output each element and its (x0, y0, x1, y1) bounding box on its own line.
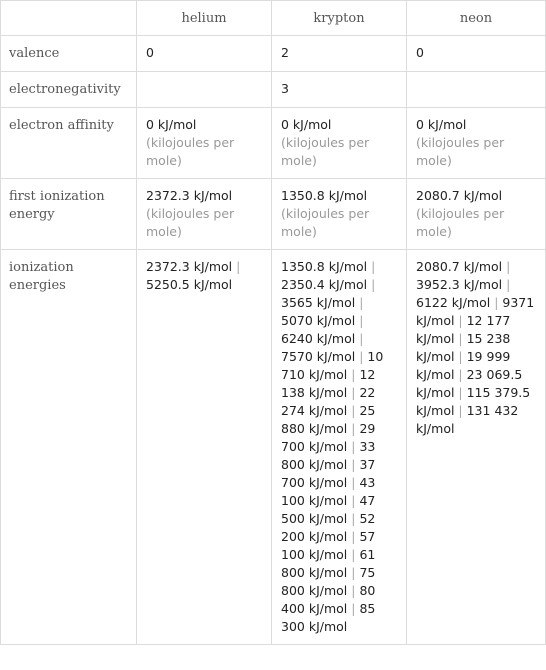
separator: | (367, 259, 376, 274)
ionization-energy-value: 3565 kJ/mol (281, 295, 356, 310)
table-row-electron-affinity (1, 108, 546, 179)
separator: | (454, 349, 467, 364)
value-text: 2080.7 kJ/mol (416, 188, 503, 203)
ionization-energy-value: 10 710 kJ/mol (281, 349, 384, 382)
value-text: 2372.3 kJ/mol (146, 188, 233, 203)
separator: | (502, 277, 511, 292)
value-text: 1350.8 kJ/mol (281, 188, 368, 203)
table-row-electronegativity (1, 72, 546, 108)
cell-neon-electronegativity (407, 72, 546, 108)
ionization-energy-value: 2080.7 kJ/mol (416, 259, 503, 274)
separator: | (232, 259, 241, 274)
table-row-first-ionization-energy (1, 179, 546, 250)
separator: | (347, 457, 360, 472)
separator: | (367, 277, 376, 292)
separator: | (347, 439, 360, 454)
cell-helium-valence: 0 (137, 36, 272, 72)
ionization-energy-value: 85 300 kJ/mol (281, 601, 376, 634)
ionization-energy-value: 43 100 kJ/mol (281, 475, 376, 508)
cell-helium-electron-affinity (137, 108, 272, 179)
table-row-ionization-energies (1, 250, 546, 645)
ionization-energy-value: 15 238 kJ/mol (416, 331, 511, 364)
separator: | (355, 331, 364, 346)
unit-note: (kilojoules per mole) (416, 206, 505, 239)
separator: | (347, 421, 360, 436)
separator: | (355, 313, 364, 328)
ionization-energy-value: 37 700 kJ/mol (281, 457, 376, 490)
ionization-energy-value: 12 177 kJ/mol (416, 313, 511, 346)
value-text: 0 kJ/mol (281, 117, 332, 132)
ionization-energy-value: 9371 kJ/mol (416, 295, 535, 328)
separator: | (347, 565, 360, 580)
cell-helium-first-ionization-energy (137, 179, 272, 250)
separator: | (347, 403, 360, 418)
value-text: 0 kJ/mol (146, 117, 197, 132)
ionization-energy-value: 52 200 kJ/mol (281, 511, 376, 544)
ionization-energy-value: 29 700 kJ/mol (281, 421, 376, 454)
ionization-energy-value: 57 100 kJ/mol (281, 529, 376, 562)
value-text: 0 kJ/mol (416, 117, 467, 132)
ionization-energy-value: 2350.4 kJ/mol (281, 277, 368, 292)
column-header-neon: neon (407, 1, 546, 36)
separator: | (355, 349, 368, 364)
ionization-energy-value: 75 800 kJ/mol (281, 565, 376, 598)
separator: | (347, 385, 360, 400)
row-label-valence: valence (1, 36, 137, 72)
separator: | (347, 493, 360, 508)
separator: | (347, 511, 360, 526)
row-label-ionization-energies: ionization energies (1, 250, 137, 645)
ionization-energy-value: 22 274 kJ/mol (281, 385, 376, 418)
ionization-energy-value: 131 432 kJ/mol (416, 403, 519, 436)
ionization-energy-value: 61 800 kJ/mol (281, 547, 376, 580)
ionization-energy-value: 19 999 kJ/mol (416, 349, 511, 382)
cell-krypton-electron-affinity (272, 108, 407, 179)
unit-note: (kilojoules per mole) (416, 135, 505, 168)
row-label-first-ionization-energy: first ionization energy (1, 179, 137, 250)
unit-note: (kilojoules per mole) (146, 206, 235, 239)
separator: | (347, 475, 360, 490)
ionization-energy-value: 1350.8 kJ/mol (281, 259, 368, 274)
ionization-energy-value: 115 379.5 kJ/mol (416, 385, 531, 418)
ionization-energy-value: 47 500 kJ/mol (281, 493, 376, 526)
ionization-energy-value: 25 880 kJ/mol (281, 403, 376, 436)
ionization-energy-value: 23 069.5 kJ/mol (416, 367, 523, 400)
ionization-energy-value: 7570 kJ/mol (281, 349, 356, 364)
separator: | (454, 367, 467, 382)
ionization-energy-value: 3952.3 kJ/mol (416, 277, 503, 292)
separator: | (454, 313, 467, 328)
row-label-electronegativity: electronegativity (1, 72, 137, 108)
cell-neon-first-ionization-energy (407, 179, 546, 250)
cell-krypton-electronegativity: 3 (272, 72, 407, 108)
unit-note: (kilojoules per mole) (281, 135, 370, 168)
cell-krypton-ionization-energies (272, 250, 407, 645)
separator: | (454, 331, 467, 346)
cell-krypton-first-ionization-energy (272, 179, 407, 250)
ionization-energy-value: 33 800 kJ/mol (281, 439, 376, 472)
separator: | (347, 367, 360, 382)
column-header-helium: helium (137, 1, 272, 36)
cell-neon-ionization-energies (407, 250, 546, 645)
separator: | (347, 529, 360, 544)
cell-neon-electron-affinity (407, 108, 546, 179)
ionization-energy-value: 12 138 kJ/mol (281, 367, 376, 400)
separator: | (454, 403, 467, 418)
header-row (1, 1, 546, 36)
row-label-electron-affinity: electron affinity (1, 108, 137, 179)
ionization-energy-value: 6122 kJ/mol (416, 295, 491, 310)
corner-header (1, 1, 137, 36)
table-row-valence (1, 36, 546, 72)
separator: | (347, 583, 360, 598)
separator: | (490, 295, 503, 310)
separator: | (347, 547, 360, 562)
separator: | (502, 259, 511, 274)
ionization-energy-value: 2372.3 kJ/mol (146, 259, 233, 274)
unit-note: (kilojoules per mole) (146, 135, 235, 168)
column-header-krypton: krypton (272, 1, 407, 36)
ionization-energy-value: 80 400 kJ/mol (281, 583, 376, 616)
cell-neon-valence: 0 (407, 36, 546, 72)
cell-helium-electronegativity (137, 72, 272, 108)
cell-krypton-valence: 2 (272, 36, 407, 72)
ionization-energy-value: 5250.5 kJ/mol (146, 277, 233, 292)
cell-helium-ionization-energies (137, 250, 272, 645)
ionization-energy-value: 6240 kJ/mol (281, 331, 356, 346)
separator: | (347, 601, 360, 616)
unit-note: (kilojoules per mole) (281, 206, 370, 239)
separator: | (355, 295, 364, 310)
ionization-energy-value: 5070 kJ/mol (281, 313, 356, 328)
separator: | (454, 385, 467, 400)
